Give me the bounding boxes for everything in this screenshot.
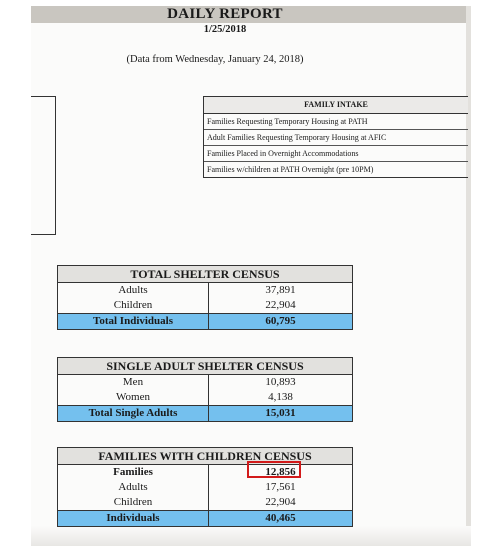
- row-label: Men: [58, 375, 209, 390]
- family-intake-row: Adult Families Requesting Temporary Housing at AFIC: [204, 130, 468, 146]
- total-value: 40,465: [265, 512, 296, 524]
- family-intake-row: Families Requesting Temporary Housing at PATH: [204, 114, 468, 130]
- total-row: [58, 313, 352, 329]
- total-shelter-census-header: TOTAL SHELTER CENSUS: [58, 266, 352, 283]
- families-with-children-census-table: [57, 447, 353, 527]
- table-row: [58, 298, 352, 313]
- report-title: DAILY REPORT: [167, 6, 283, 22]
- single-adult-census-header: SINGLE ADULT SHELTER CENSUS: [58, 358, 352, 375]
- family-intake-row: Families Placed in Overnight Accommodations: [204, 146, 468, 162]
- row-label: Women: [58, 390, 209, 405]
- total-label: Total Single Adults: [58, 406, 209, 421]
- table-row: [58, 283, 352, 298]
- table-row: [58, 495, 352, 510]
- total-shelter-census-table: [57, 265, 353, 330]
- cropped-left-table: [31, 96, 56, 235]
- page-bottom-edge: [31, 526, 471, 546]
- report-subtitle: (Data from Wednesday, January 24, 2018): [126, 54, 304, 65]
- single-adult-census-table: [57, 357, 353, 422]
- table-row: [58, 390, 352, 405]
- total-row: [58, 405, 352, 421]
- family-intake-row: Families w/children at PATH Overnight (pre 10PM): [207, 165, 374, 174]
- families-with-children-census-header: FAMILIES WITH CHILDREN CENSUS: [58, 448, 352, 465]
- row-value: 22,904: [265, 299, 296, 311]
- red-highlight-box: [247, 461, 301, 478]
- family-intake-header: FAMILY INTAKE: [204, 97, 468, 114]
- row-label: Adults: [58, 283, 209, 298]
- total-row: [58, 510, 352, 526]
- row-value: 37,891: [265, 284, 296, 296]
- row-value: 10,893: [265, 376, 296, 388]
- row-label: Children: [58, 298, 209, 313]
- family-intake-table: [203, 96, 468, 178]
- table-row: [58, 375, 352, 390]
- row-label: Adults: [58, 480, 209, 495]
- total-label: Total Individuals: [58, 314, 209, 329]
- table-row: [58, 465, 352, 480]
- page-right-edge: [466, 6, 471, 546]
- row-value: 12,856: [265, 466, 296, 478]
- row-label: Children: [58, 495, 209, 510]
- total-value: 15,031: [265, 407, 296, 419]
- row-value: 22,904: [265, 496, 296, 508]
- report-date: 1/25/2018: [203, 24, 247, 35]
- total-value: 60,795: [265, 315, 296, 327]
- row-label: Families: [58, 465, 209, 480]
- row-value: 17,561: [265, 481, 296, 493]
- row-value: 4,138: [268, 391, 293, 403]
- table-row: [58, 480, 352, 495]
- total-label: Individuals: [58, 511, 209, 526]
